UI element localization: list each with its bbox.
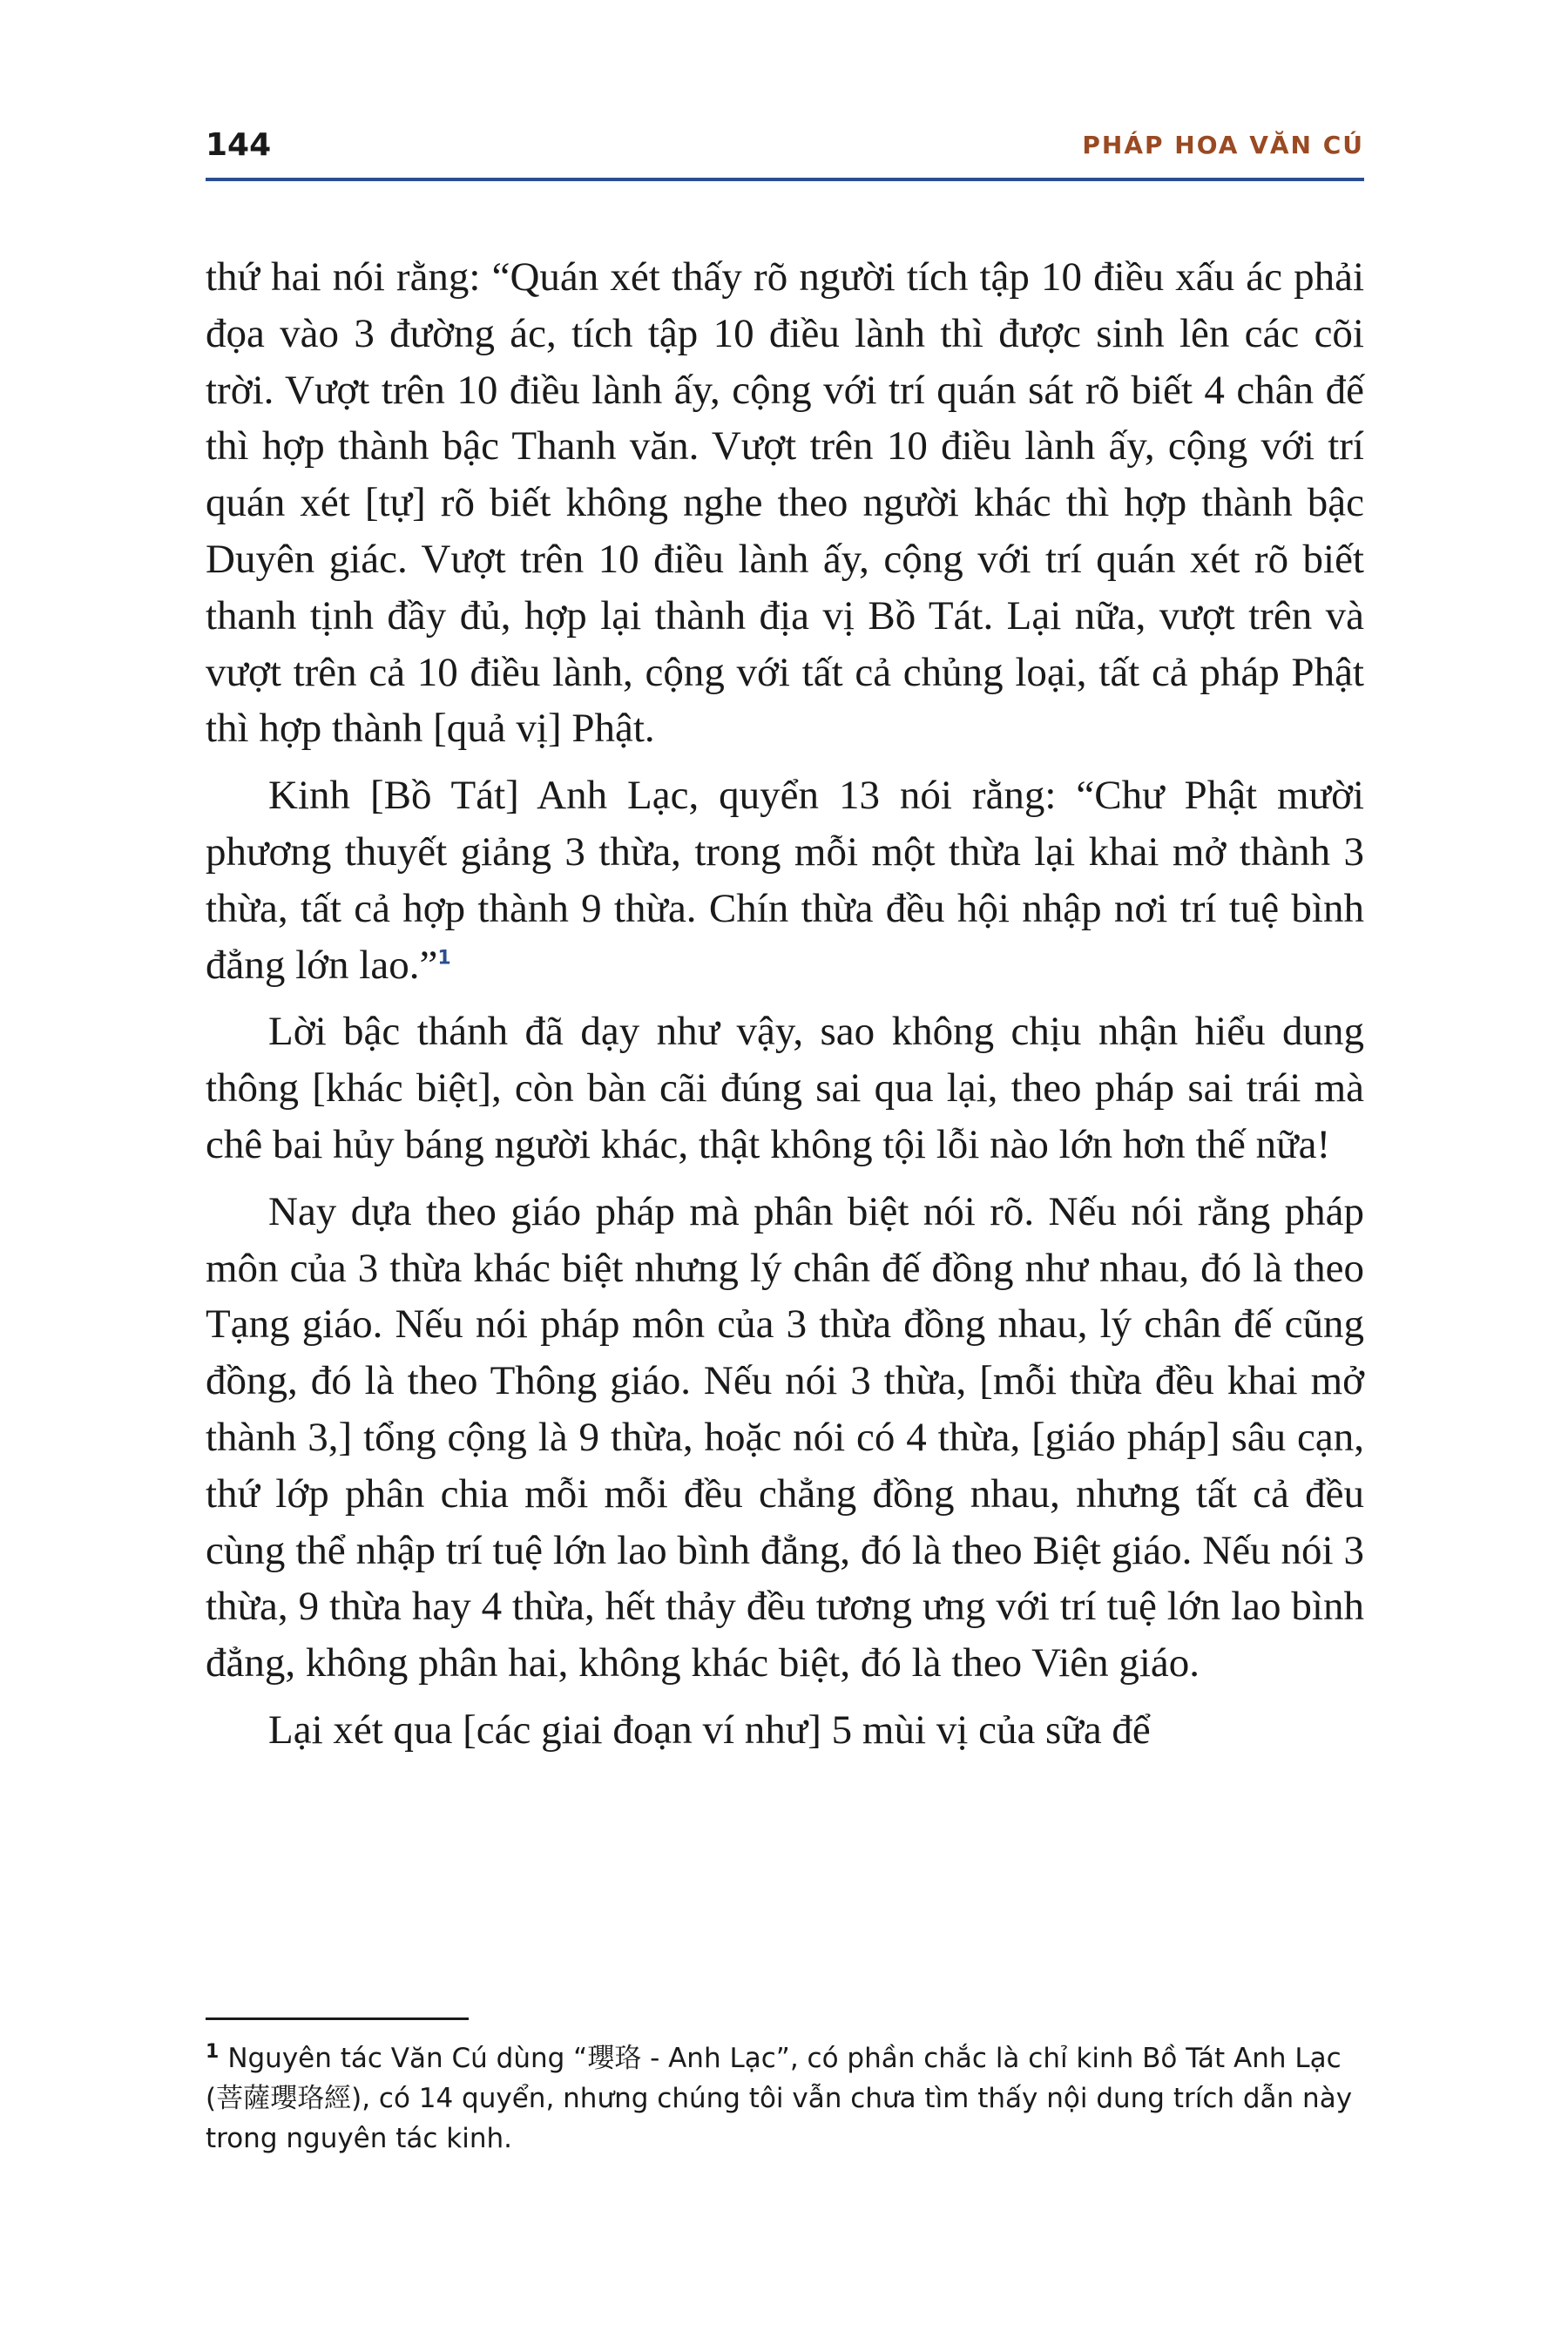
paragraph-2-text: Kinh [Bồ Tát] Anh Lạc, quyển 13 nói rằng: “Chư Phật mười phương thuyết giảng 3 thừa, trong mỗi một thừa lại khai mở thành 3 thừa, tất cả hợp thành 9 thừa. Chín thừa đều hội nhập nơi trí tuệ bình đẳng lớn lao.” (206, 773, 1364, 988)
page-number: 144 (206, 127, 272, 163)
footnote-reference[interactable]: 1 (437, 946, 451, 969)
paragraph-4: Nay dựa theo giáo pháp mà phân biệt nói rõ. Nếu nói rằng pháp môn của 3 thừa khác biệt nhưng lý chân đế đồng như nhau, đó là theo Tạng giáo. Nếu nói pháp môn của 3 thừa đồng nhau, lý chân đế cũng đồng, đó là theo Thông giáo. Nếu nói 3 thừa, [mỗi thừa đều khai mở thành 3,] tổng cộng là 9 thừa, hoặc nói có 4 thừa, [giáo pháp] sâu cạn, thứ lớp phân chia mỗi mỗi đều chẳng đồng nhau, nhưng tất cả đều cùng thể nhập trí tuệ lớn lao bình đẳng, đó là theo Biệt giáo. Nếu nói 3 thừa, 9 thừa hay 4 thừa, hết thảy đều tương ưng với trí tuệ lớn lao bình đẳng, không phân hai, không khác biệt, đó là theo Viên giáo. (206, 1188, 1364, 1686)
header-rule (206, 178, 1364, 181)
page-header (206, 122, 1364, 179)
footnote (206, 2038, 1364, 2159)
body-text (206, 249, 1364, 1769)
footnote-text: Nguyên tác Văn Cú dùng “瓔珞 - Anh Lạc”, có phần chắc là chỉ kinh Bồ Tát Anh Lạc (菩薩瓔珞經), có 14 quyển, nhưng chúng tôi vẫn chưa tìm thấy nội dung trích dẫn này trong nguyên tác kinh. (206, 2043, 1353, 2154)
footnote-marker: 1 (206, 2040, 220, 2063)
running-title: PHÁP HOA VĂN CÚ (1082, 131, 1364, 159)
paragraph-2 (206, 767, 1364, 993)
paragraph-1: thứ hai nói rằng: “Quán xét thấy rõ người tích tập 10 điều xấu ác phải đọa vào 3 đường ác, tích tập 10 điều lành thì được sinh lên các cõi trời. Vượt trên 10 điều lành ấy, cộng với trí quán sát rõ biết 4 chân đế thì hợp thành bậc Thanh văn. Vượt trên 10 điều lành ấy, cộng với trí quán xét [tự] rõ biết không nghe theo người khác thì hợp thành bậc Duyên giác. Vượt trên 10 điều lành ấy, cộng với trí quán xét rõ biết thanh tịnh đầy đủ, hợp lại thành địa vị Bồ Tát. Lại nữa, vượt trên và vượt trên cả 10 điều lành, cộng với tất cả chủng loại, tất cả pháp Phật thì hợp thành [quả vị] Phật. (206, 254, 1364, 752)
footnote-rule (206, 2017, 469, 2020)
paragraph-3: Lời bậc thánh đã dạy như vậy, sao không chịu nhận hiểu dung thông [khác biệt], còn bàn cãi đúng sai qua lại, theo pháp sai trái mà chê bai hủy báng người khác, thật không tội lỗi nào lớn hơn thế nữa! (206, 1009, 1364, 1167)
paragraph-5: Lại xét qua [các giai đoạn ví như] 5 mùi vị của sữa để (268, 1707, 1151, 1753)
